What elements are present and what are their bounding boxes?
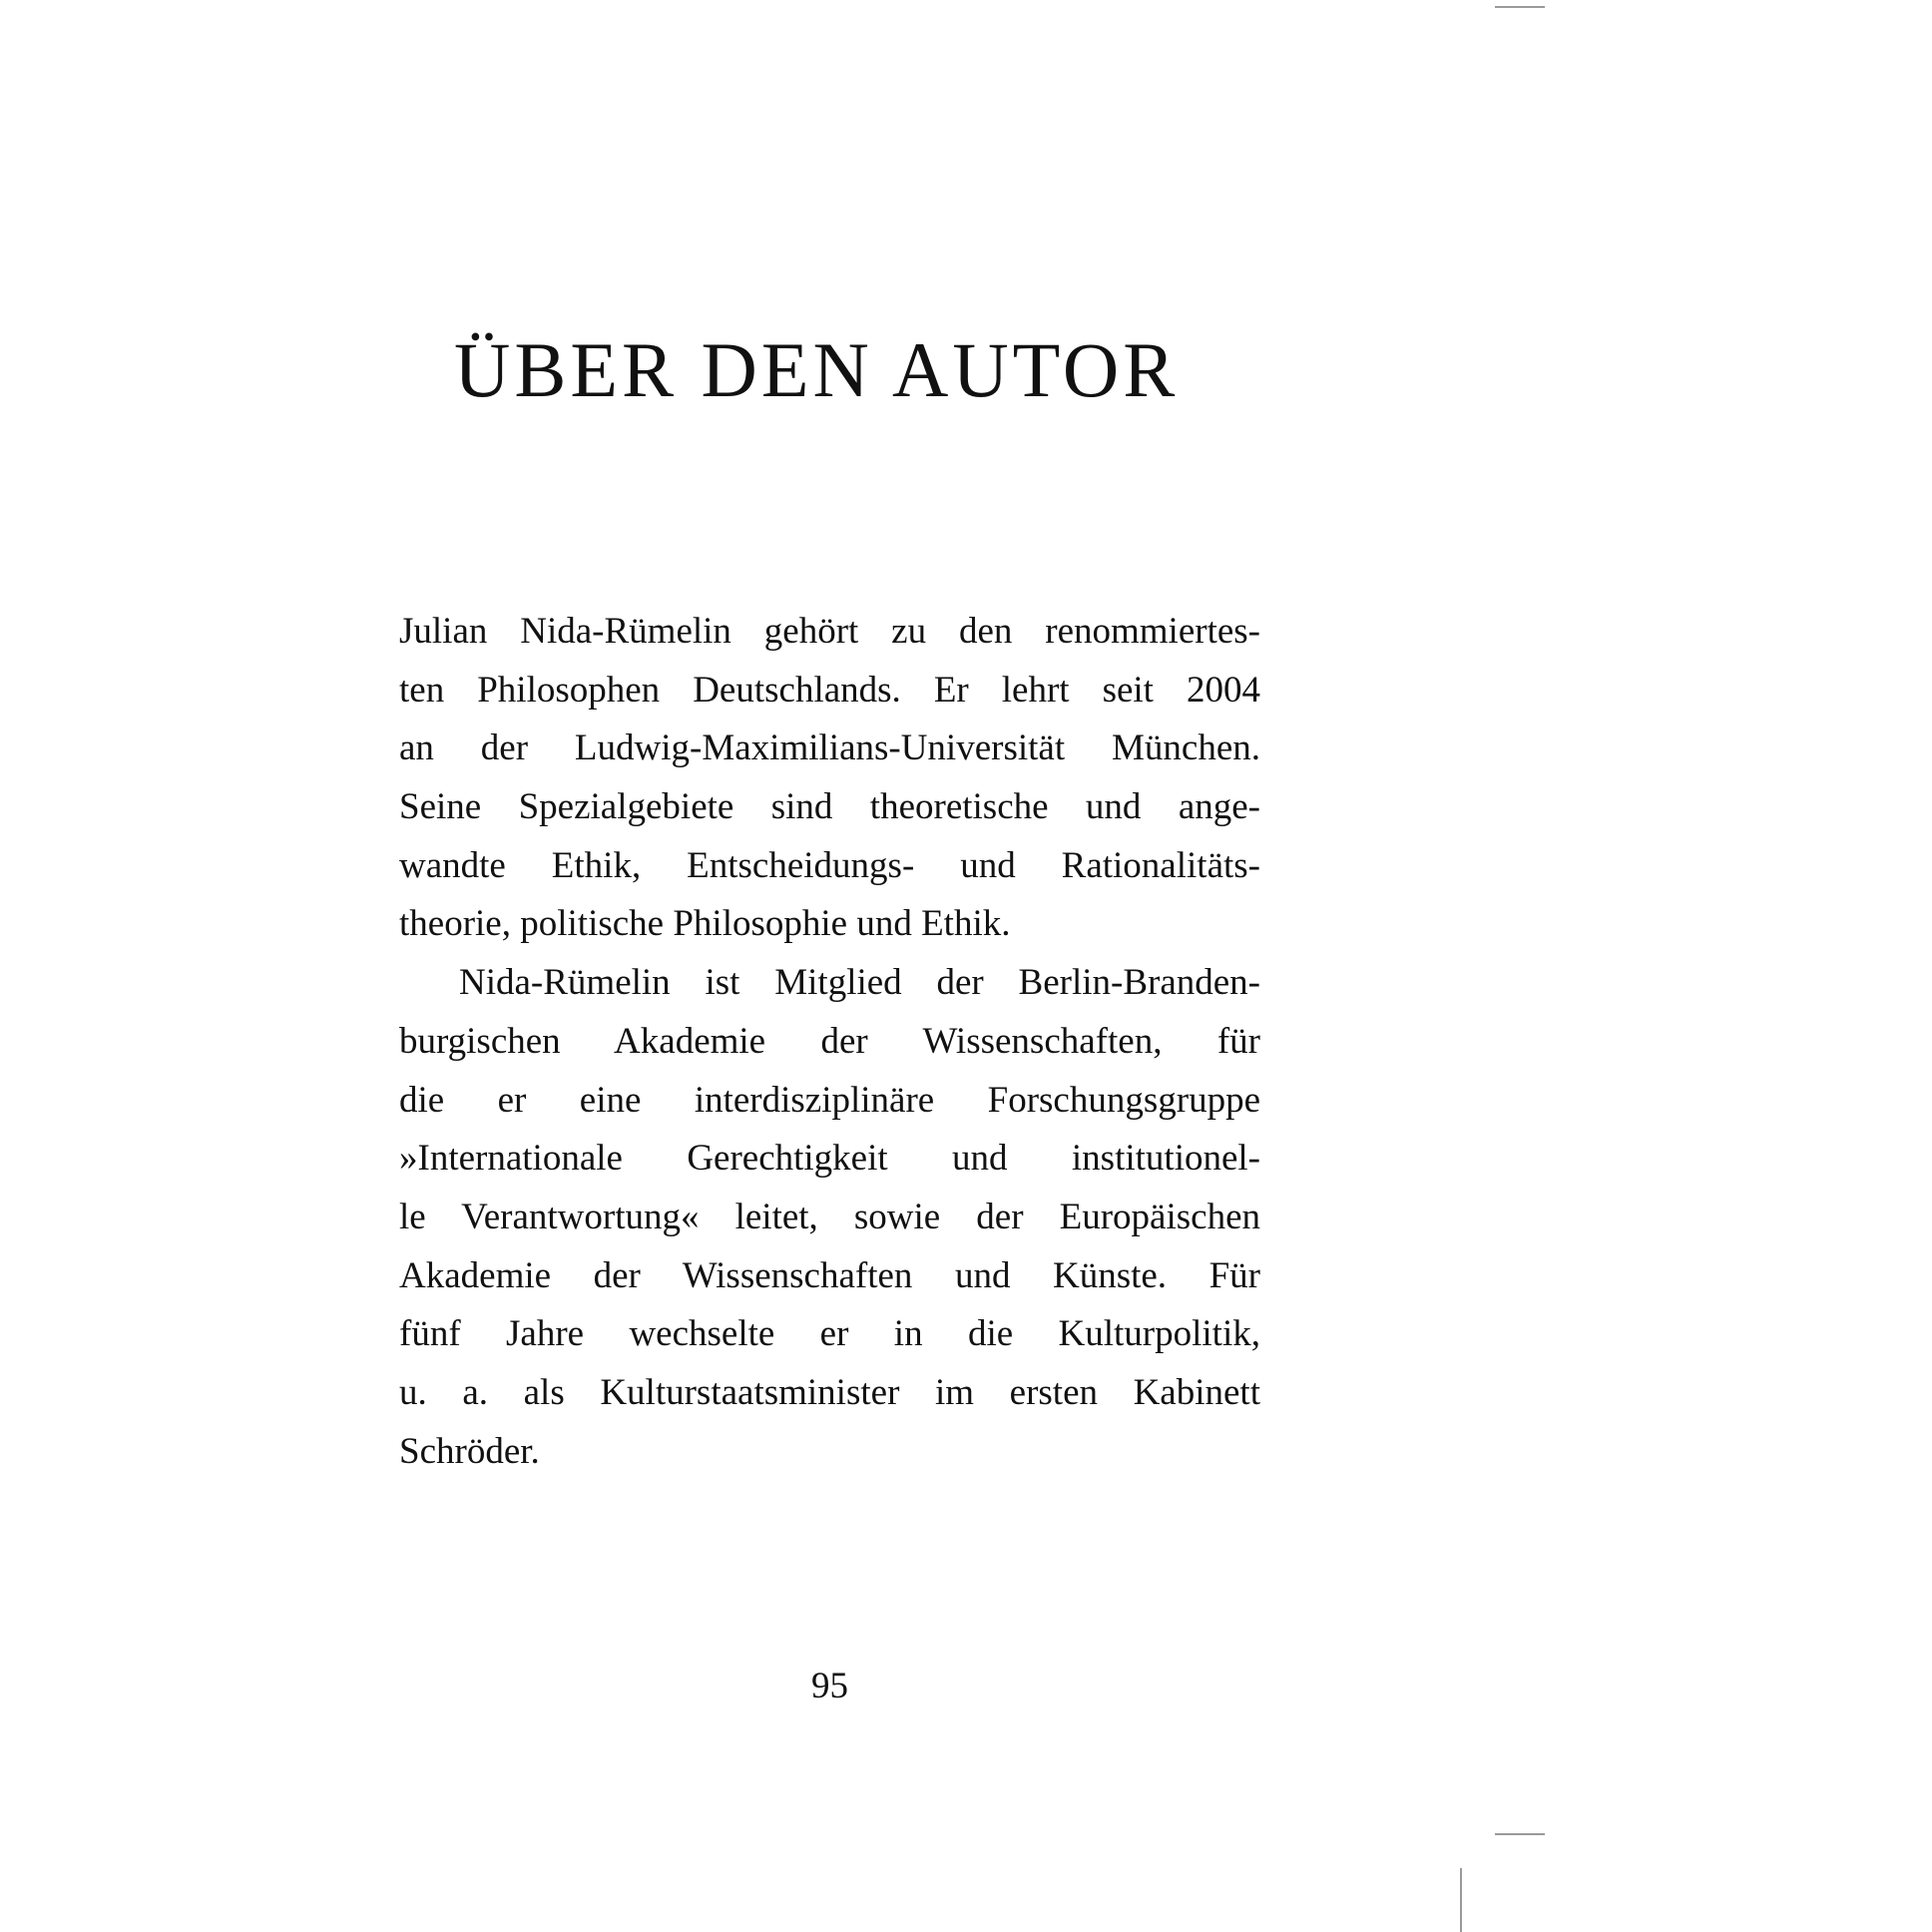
crop-mark-bottom-vertical bbox=[1460, 1868, 1462, 1932]
paragraph-1 bbox=[399, 603, 1260, 954]
text-line: die er eine interdisziplinäre Forschungsgruppe bbox=[399, 1079, 1260, 1121]
crop-mark-top bbox=[1495, 6, 1545, 8]
text-line: an der Ludwig-Maximilians-Universität München. bbox=[399, 727, 1260, 769]
text-line: Seine Spezialgebiete sind theoretische und ange- bbox=[399, 786, 1260, 828]
text-line: »Internationale Gerechtigkeit und institutionel- bbox=[399, 1138, 1260, 1180]
text-line: fünf Jahre wechselte er in die Kulturpolitik, bbox=[399, 1313, 1260, 1355]
text-line: wandte Ethik, Entscheidungs- und Rationalitäts- bbox=[399, 844, 1260, 886]
text-line: Nida-Rümelin ist Mitglied der Berlin-Branden- bbox=[459, 962, 1260, 1004]
text-line: Schröder. bbox=[399, 1430, 540, 1472]
page-number: 95 bbox=[811, 1666, 848, 1706]
text-line: Julian Nida-Rümelin gehört zu den renommiertes- bbox=[399, 611, 1260, 652]
text-line: Akademie der Wissenschaften und Künste. Für bbox=[399, 1254, 1260, 1296]
text-line: u. a. als Kulturstaatsminister im ersten Kabinett bbox=[399, 1371, 1260, 1413]
text-line: burgischen Akademie der Wissenschaften, für bbox=[399, 1020, 1260, 1062]
author-bio bbox=[399, 603, 1260, 1481]
paragraph-2 bbox=[399, 954, 1260, 1481]
crop-mark-bottom bbox=[1495, 1833, 1545, 1835]
text-line: le Verantwortung« leitet, sowie der Europäischen bbox=[399, 1196, 1260, 1237]
text-line: theorie, politische Philosophie und Ethik. bbox=[399, 903, 1011, 945]
text-line: ten Philosophen Deutschlands. Er lehrt seit 2004 bbox=[399, 669, 1260, 711]
chapter-heading: ÜBER DEN AUTOR bbox=[454, 326, 1180, 413]
